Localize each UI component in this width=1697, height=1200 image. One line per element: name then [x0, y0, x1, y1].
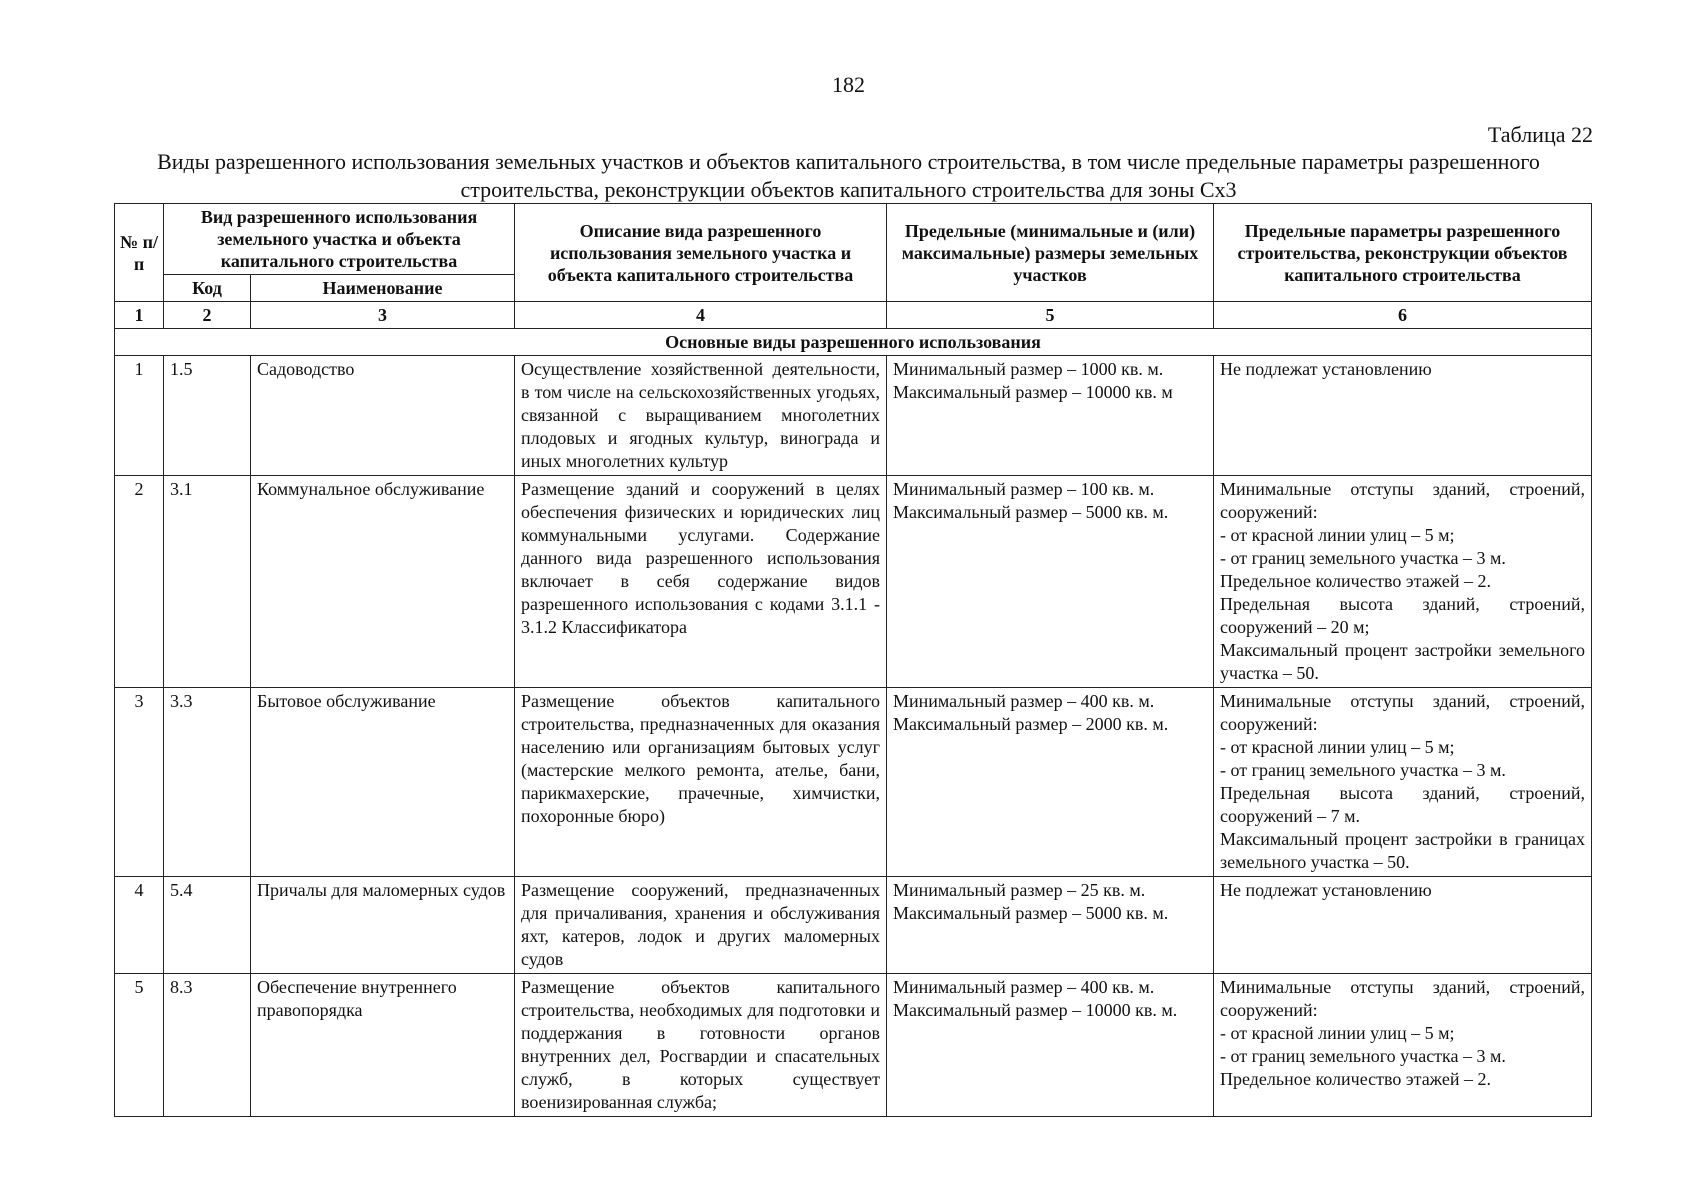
- params-line: - от границ земельного участка – 3 м.: [1220, 1046, 1506, 1066]
- row-code: 1.5: [164, 356, 251, 476]
- page-number: 182: [832, 72, 865, 97]
- row-name: Причалы для маломерных судов: [251, 877, 515, 974]
- params-line: Минимальные отступы зданий, строений, сооружений:: [1220, 479, 1586, 522]
- size-line: Максимальный размер – 10000 кв. м.: [893, 1000, 1178, 1020]
- header-row-1: [115, 204, 1592, 275]
- params-line: - от границ земельного участка – 3 м.: [1220, 548, 1506, 568]
- zoning-table: [114, 203, 1592, 1117]
- row-size: [887, 476, 1214, 688]
- row-number: 1: [115, 356, 164, 476]
- params-line: Предельное количество этажей – 2.: [1220, 1069, 1491, 1089]
- row-size: [887, 974, 1214, 1117]
- header-code: Код: [164, 275, 251, 302]
- row-size: [887, 356, 1214, 476]
- row-params: [1214, 877, 1592, 974]
- row-description: Размещение объектов капитального строительства, предназначенных для оказания населению или организациям бытовых услуг (мастерские мелкого ремонта, ателье, бани, парикмахерские, прачечные, химчистки, похоронные бюро): [515, 688, 887, 877]
- header-desc: Описание вида разрешенного использования земельного участка и объекта капитального строительства: [515, 204, 887, 302]
- row-code: 8.3: [164, 974, 251, 1117]
- size-line: Минимальный размер – 100 кв. м.: [893, 479, 1155, 499]
- params-line: Предельная высота зданий, строений, сооружений – 7 м.: [1220, 783, 1586, 826]
- table-label: Таблица 22: [1487, 122, 1593, 147]
- row-name: Бытовое обслуживание: [251, 688, 515, 877]
- section-title: Основные виды разрешенного использования: [115, 329, 1592, 356]
- size-line: Максимальный размер – 2000 кв. м.: [893, 714, 1169, 734]
- row-params: [1214, 974, 1592, 1117]
- column-numbering-row: [115, 302, 1592, 329]
- params-line: Не подлежат установлению: [1220, 880, 1432, 900]
- params-line: Не подлежат установлению: [1220, 359, 1432, 379]
- table-row: [115, 688, 1592, 877]
- table-row: [115, 877, 1592, 974]
- row-name: Садоводство: [251, 356, 515, 476]
- header-params: Предельные параметры разрешенного строительства, реконструкции объектов капитального строительства: [1214, 204, 1592, 302]
- row-number: 3: [115, 688, 164, 877]
- size-line: Минимальный размер – 25 кв. м.: [893, 880, 1146, 900]
- size-line: Минимальный размер – 1000 кв. м.: [893, 359, 1164, 379]
- section-row: [115, 329, 1592, 356]
- table-row: [115, 476, 1592, 688]
- row-number: 5: [115, 974, 164, 1117]
- params-line: - от красной линии улиц – 5 м;: [1220, 525, 1455, 545]
- params-line: - от красной линии улиц – 5 м;: [1220, 1023, 1455, 1043]
- column-number: 2: [164, 302, 251, 329]
- size-line: Максимальный размер – 10000 кв. м: [893, 382, 1173, 402]
- params-line: Предельная высота зданий, строений, сооружений – 20 м;: [1220, 594, 1586, 637]
- params-line: Максимальный процент застройки в границах земельного участка – 50.: [1220, 829, 1586, 872]
- row-description: Осуществление хозяйственной деятельности, в том числе на сельскохозяйственных угодьях, связанной с выращиванием многолетних плодовых и ягодных культур, винограда и иных многолетних культур: [515, 356, 887, 476]
- column-number: 3: [251, 302, 515, 329]
- params-line: Предельное количество этажей – 2.: [1220, 571, 1491, 591]
- header-name: Наименование: [251, 275, 515, 302]
- column-number: 4: [515, 302, 887, 329]
- row-description: Размещение зданий и сооружений в целях обеспечения физических и юридических лиц коммунальными услугами. Содержание данного вида разрешенного использования включает в себя содержание видов разрешенного использования с кодами 3.1.1 - 3.1.2 Классификатора: [515, 476, 887, 688]
- params-line: Минимальные отступы зданий, строений, сооружений:: [1220, 691, 1586, 734]
- size-line: Минимальный размер – 400 кв. м.: [893, 691, 1155, 711]
- column-number: 5: [887, 302, 1214, 329]
- table-title: Виды разрешенного использования земельных участков и объектов капитального строительства, в том числе предельные параметры разрешенного строительства, реконструкции объектов капитального строительства для зоны Сх3: [157, 149, 1540, 202]
- table-row: [115, 974, 1592, 1117]
- header-no: № п/п: [115, 204, 164, 302]
- params-line: Минимальные отступы зданий, строений, сооружений:: [1220, 977, 1586, 1020]
- row-description: Размещение сооружений, предназначенных для причаливания, хранения и обслуживания яхт, катеров, лодок и других маломерных судов: [515, 877, 887, 974]
- column-number: 6: [1214, 302, 1592, 329]
- params-line: - от красной линии улиц – 5 м;: [1220, 737, 1455, 757]
- header-size: Предельные (минимальные и (или) максимальные) размеры земельных участков: [887, 204, 1214, 302]
- row-number: 4: [115, 877, 164, 974]
- table-row: [115, 356, 1592, 476]
- row-size: [887, 877, 1214, 974]
- row-code: 5.4: [164, 877, 251, 974]
- row-name: Обеспечение внутреннего правопорядка: [251, 974, 515, 1117]
- params-line: Максимальный процент застройки земельного участка – 50.: [1220, 640, 1586, 683]
- size-line: Максимальный размер – 5000 кв. м.: [893, 903, 1169, 923]
- row-number: 2: [115, 476, 164, 688]
- size-line: Минимальный размер – 400 кв. м.: [893, 977, 1155, 997]
- row-params: [1214, 688, 1592, 877]
- params-line: - от границ земельного участка – 3 м.: [1220, 760, 1506, 780]
- row-description: Размещение объектов капитального строительства, необходимых для подготовки и поддержания в готовности органов внутренних дел, Росгвардии и спасательных служб, в которых существует военизированная служба;: [515, 974, 887, 1117]
- row-code: 3.3: [164, 688, 251, 877]
- row-params: [1214, 476, 1592, 688]
- column-number: 1: [115, 302, 164, 329]
- row-size: [887, 688, 1214, 877]
- row-name: Коммунальное обслуживание: [251, 476, 515, 688]
- row-params: [1214, 356, 1592, 476]
- size-line: Максимальный размер – 5000 кв. м.: [893, 502, 1169, 522]
- header-type: Вид разрешенного использования земельного участка и объекта капитального строительства: [164, 204, 515, 275]
- row-code: 3.1: [164, 476, 251, 688]
